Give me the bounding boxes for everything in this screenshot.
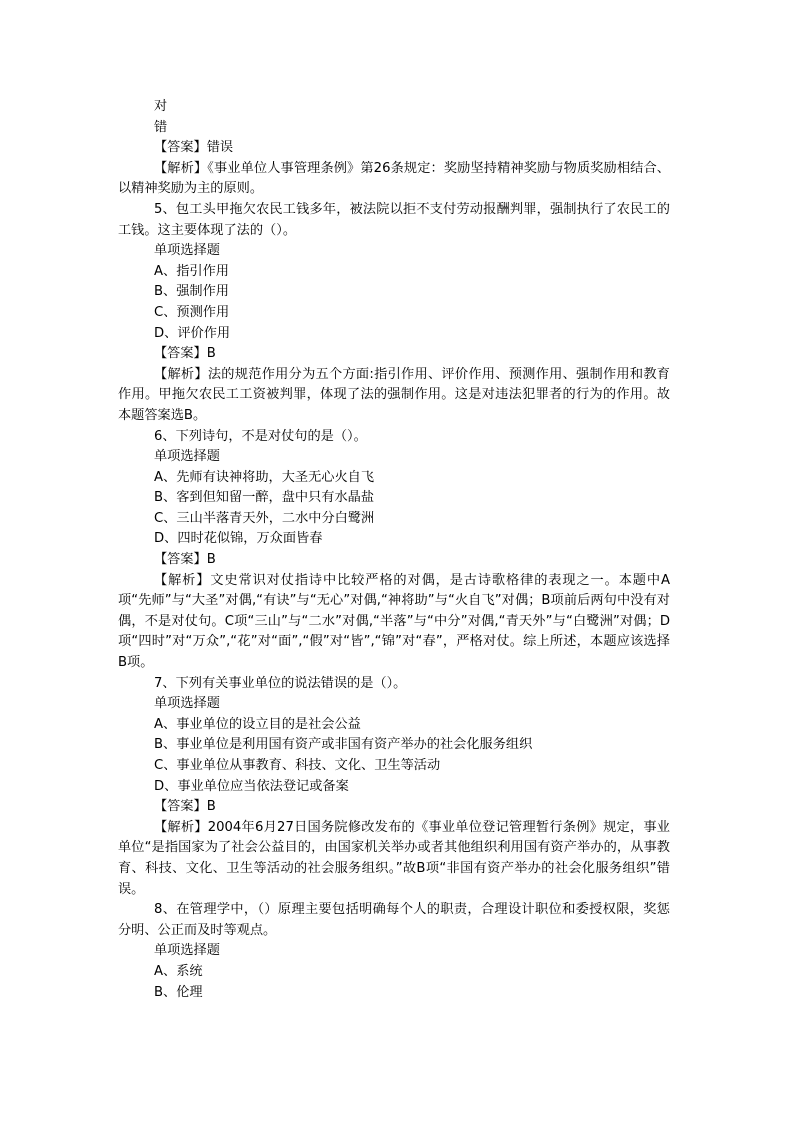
question-7: 7、下列有关事业单位的说法错误的是（）。 [154,675,407,691]
option-true: 对 [154,99,168,114]
question-5: 5、包工头甲拖欠农民工钱多年，被法院以拒不支付劳动报酬判罪，强制执行了农民工的工钱。这主要体现了法的（）。 [118,201,670,238]
option-d: D、评价作用 [154,325,231,341]
option-b: B、强制作用 [154,284,229,300]
analysis: 【解析】文史常识对仗指诗中比较严格的对偶，是古诗歌格律的表现之一。本题中A项“先师”与“大圣”对偶,“有诀”与“无心”对偶,“神将助”与“火自飞”对偶；B项前后两句中没有对偶，不是对仗句。C项“三山”与“二水”对偶,“半落”与“中分”对偶,“青天外”与“白鹭洲”对偶；D项“四时”对“万众”,“花”对“面”,“假”对“皆”,“锦”对“春”，严格对仗。综上所述，本题应该选择B项。 [118,572,670,671]
option-d: D、事业单位应当依法登记或备案 [154,778,349,794]
question-type: 单项选择题 [154,449,220,465]
question-type: 单项选择题 [154,243,220,259]
option-false: 错 [154,119,168,135]
option-c: C、三山半落青天外，二水中分白鹭洲 [154,510,375,526]
analysis: 【解析】法的规范作用分为五个方面:指引作用、评价作用、预测作用、强制作用和教育作用。甲拖欠农民工工资被判罪，体现了法的强制作用。这是对违法犯罪者的行为的作用。故本题答案选B。 [118,366,670,423]
answer: 【答案】B [154,552,216,568]
question-6: 6、下列诗句，不是对仗句的是（）。 [154,428,367,444]
option-c: C、事业单位从事教育、科技、文化、卫生等活动 [154,758,441,773]
answer: 【答案】B [154,799,216,815]
answer: 【答案】B [154,346,216,362]
option-a: A、事业单位的设立目的是社会公益 [154,716,361,732]
question-type: 单项选择题 [154,696,220,712]
option-b: B、事业单位是利用国有资产或非国有资产举办的社会化服务组织 [154,737,533,753]
analysis: 【解析】《事业单位人事管理条例》第26条规定：奖励坚持精神奖励与物质奖励相结合、以精神奖励为主的原则。 [118,160,670,197]
option-b: B、客到但知留一醉，盘中只有水晶盐 [154,490,375,506]
question-type: 单项选择题 [154,943,220,959]
option-c: C、预测作用 [154,304,230,320]
option-d: D、四时花似锦，万众面皆春 [154,531,323,547]
analysis: 【解析】2004年6月27日国务院修改发布的《事业单位登记管理暂行条例》规定，事业单位“是指国家为了社会公益目的，由国家机关举办或者其他组织利用国有资产举办的，从事教育、科技、文化、卫生等活动的社会服务组织。”故B项“非国有资产举办的社会化服务组织”错误。 [118,819,670,897]
option-a: A、系统 [154,963,203,979]
option-a: A、指引作用 [154,263,229,279]
answer: 【答案】错误 [154,140,234,156]
question-8: 8、在管理学中，（）原理主要包括明确每个人的职责，合理设计职位和委授权限，奖惩分明、公正而及时等观点。 [118,902,670,938]
document-page [118,97,678,1003]
option-b: B、伦理 [154,984,203,1000]
option-a: A、先师有诀神将助，大圣无心火自飞 [154,469,375,485]
